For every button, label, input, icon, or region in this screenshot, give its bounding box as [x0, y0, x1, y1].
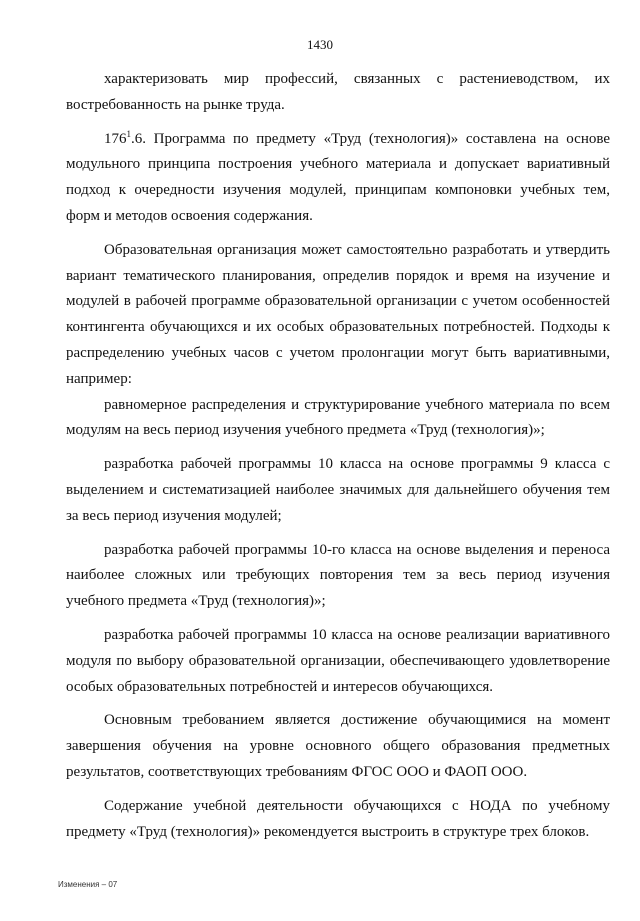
- list-item-transfer-complex-topics: разработка рабочей программы 10-го класса на основе выделения и переноса наиболее сложных или требующих повторения тем за весь период изучения учебного предмета «Труд (технология)»;: [66, 541, 610, 610]
- footer-revision-note: Изменения – 07: [58, 880, 118, 889]
- section-number-superscript: 1: [126, 128, 131, 139]
- paragraph-continuation: характеризовать мир профессий, связанных с растениеводством, их востребованность на рынке труда.: [66, 71, 610, 113]
- paragraph-main-requirement: Основным требованием является достижение обучающимися на момент завершения обучения на уровне основного общего образования предметных результатов, соответствующих требованиям ФГОС ООО и ФАОП ООО.: [66, 712, 610, 780]
- document-body: [66, 67, 610, 845]
- section-number: 176: [104, 130, 127, 147]
- list-item-uniform-distribution: равномерное распределения и структурирование учебного материала по всем модулям на весь период изучения учебного предмета «Труд (технология)»;: [66, 396, 610, 439]
- page-number: 1430: [307, 37, 333, 52]
- paragraph-content-structure: Содержание учебной деятельности обучающихся с НОДА по учебному предмету «Труд (технология)» рекомендуется выстроить в структуре трех блоков.: [66, 797, 610, 840]
- list-item-variative-module: разработка рабочей программы 10 класса на основе реализации вариативного модуля по выбору образовательной организации, обеспечивающего удовлетворение особых образовательных потребностей и интересов обучающихся.: [66, 626, 610, 695]
- section-text: .6. Программа по предмету «Труд (технология)» составлена на основе модульного принципа построения учебного материала и допускает вариативный подход к очередности изучения модулей, принципам компоновки учебных тем, форм и методов освоения содержания.: [66, 130, 610, 224]
- paragraph-section-176-1-6: [66, 127, 610, 230]
- list-item-program-based-on-grade-9: разработка рабочей программы 10 класса на основе программы 9 класса с выделением и систематизацией наиболее значимых для дальнейшего обучения тем за весь период изучения модулей;: [66, 456, 610, 524]
- paragraph-organization: Образовательная организация может самостоятельно разработать и утвердить вариант тематического планирования, определив порядок и время на изучение и модулей в рабочей программе образовательной организации с учетом особенностей контингента обучающихся и их особых образовательных потребностей. Подходы к распределению учебных часов с учетом пролонгации могут быть вариативными, например:: [66, 241, 610, 387]
